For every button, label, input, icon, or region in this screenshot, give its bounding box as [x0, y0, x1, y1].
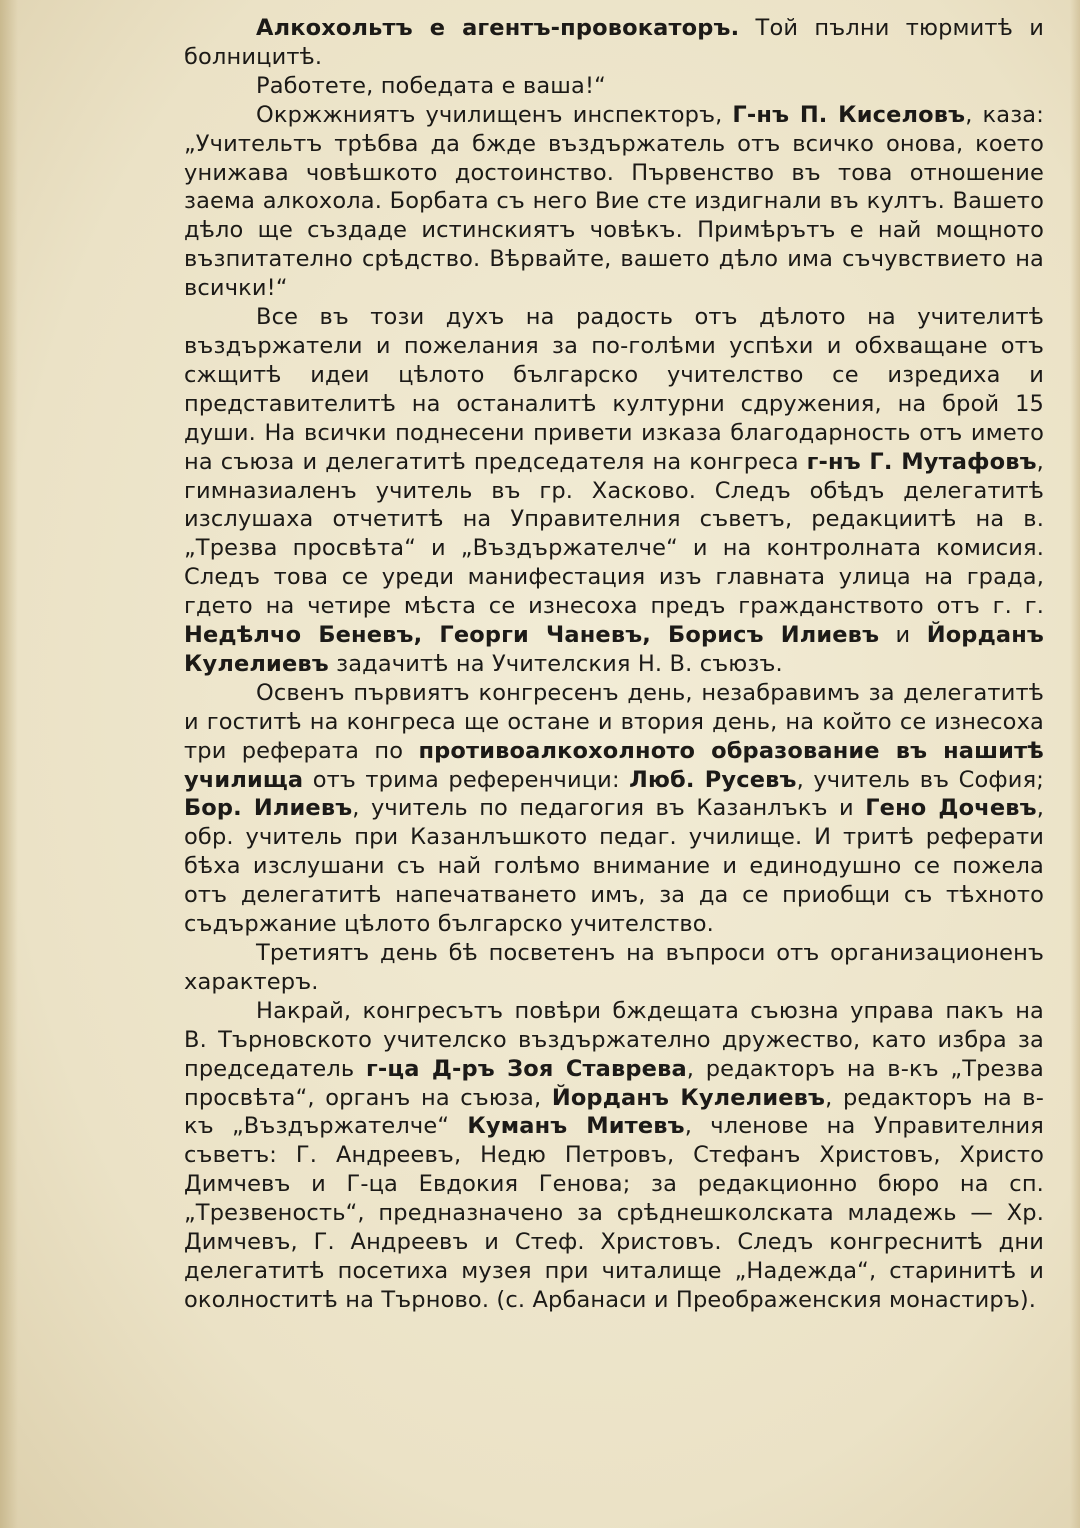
text-run: Третиятъ день бѣ посветенъ на въпроси отъ организационенъ характеръ.	[184, 940, 1044, 995]
paragraph-5	[184, 679, 1044, 939]
text-run: , редакторъ на в-къ „Въздържателче“	[184, 1084, 1044, 1140]
text-run: , редакторъ на в-къ „Трезва просвѣта“, органъ на съюза,	[184, 1055, 1044, 1111]
bold-run: противоалкохолното образование въ нашитѣ училища	[184, 737, 1044, 793]
text-run: , учитель въ София;	[796, 766, 1044, 793]
text-run: , членове на Управителния съветъ: Г. Андреевъ, Недю Петровъ, Стефанъ Христовъ, Христо Димчевъ и Г-ца Евдокия Генова; за редакционно бюро на сп. „Трезвеность“, предназначено за срѣднешколската младежь — Хр. Димчевъ, Г. Андреевъ и Стеф. Христовъ. Следъ конгреснитѣ дни делегатитѣ посетиха музея при читалище „Надежда“, старинитѣ и околноститѣ на Търново. (с. Арбанаси и Преображенския монастиръ).	[184, 1113, 1044, 1313]
paragraph-1	[184, 14, 1044, 72]
bold-run: Гено Дочевъ	[865, 795, 1037, 822]
bold-run: Йорданъ Кулелиевъ	[184, 622, 1044, 677]
article-body	[184, 14, 1044, 1315]
text-run: , обр. учитель при Казанлъшкото педаг. училище. И тритѣ реферати бѣха изслушани съ най голѣмо внимание и единодушно се пожела отъ делегатитѣ напечатването имъ, за да се приобщи съ тѣхното съдържание цѣлото българско учителство.	[184, 795, 1044, 938]
text-run: Окржжниятъ училищенъ инспекторъ,	[256, 101, 733, 128]
text-run: Накрай, конгресътъ повѣри бждещата съюзна управа пакъ на В. Търновското учителско въздържателно дружество, като избра за председатель	[184, 997, 1044, 1082]
text-run: отъ трима референчици:	[303, 766, 630, 793]
bold-run: Йорданъ Кулелиевъ	[551, 1084, 826, 1111]
text-run: Все въ този духъ на радость отъ дѣлото на учителитѣ въздържатели и пожелания за по-голѣми успѣхи и обхващане отъ сжщитѣ идеи цѣлото българско учителство се изредиха и представителитѣ на останалитѣ културни сдружения, на брой 15 души. На всички поднесени привети изказа благодарность отъ името на съюза и делегатитѣ председателя на конгреса	[184, 304, 1044, 475]
text-run: , каза: „Учительтъ трѣбва да бжде въздържатель отъ всичко онова, което унижава човѣшкото достоинство. Първенство въ това отношение заема алкохола. Борбата съ него Вие сте издигнали въ култъ. Вашето дѣло ще създаде истинскиятъ човѣкъ. Примѣрътъ е най мощното възпитателно срѣдство. Вѣрвайте, вашето дѣло има съчувствието на всички!“	[184, 101, 1044, 302]
paragraph-3	[184, 101, 1044, 303]
bold-run: г-нъ Г. Мутафовъ	[806, 448, 1037, 475]
bold-run: Алкохольтъ е агентъ-провокаторъ.	[256, 15, 740, 41]
paragraph-2	[184, 72, 1044, 101]
bold-run: Куманъ Митевъ	[467, 1113, 685, 1140]
text-run: Той пълни тюрмитѣ и болницитѣ.	[184, 15, 1045, 70]
paragraph-4	[184, 303, 1044, 679]
paragraph-7	[184, 997, 1044, 1315]
bold-run: Бор. Илиевъ	[184, 795, 353, 822]
text-run: и	[879, 622, 927, 649]
text-run: , гимназиаленъ учитель въ гр. Хасково. Следъ обѣдъ делегатитѣ изслушаха отчетитѣ на Управителния съветъ, редакциитѣ на в. „Трезва просвѣта“ и „Въздържателче“ и на контролната комисия. Следъ това се уреди манифестация изъ главната улица на града, гдето на четире мѣста се изнесоха предъ гражданството отъ г. г.	[184, 448, 1044, 620]
bold-run: Люб. Русевъ	[629, 766, 797, 793]
bold-run: г-ца Д-ръ Зоя Ставрева	[365, 1055, 687, 1082]
bold-run: Недѣлчо Беневъ, Георги Чаневъ, Борисъ Илиевъ	[184, 622, 880, 649]
bold-run: Г-нъ П. Киселовъ	[732, 101, 966, 128]
text-run: Освенъ първиятъ конгресенъ день, незабравимъ за делегатитѣ и гоститѣ на конгреса ще остане и втория день, на който се изнесоха три реферата по	[184, 679, 1044, 764]
text-run: Работете, победата е ваша!“	[256, 72, 606, 99]
paragraph-6	[184, 939, 1044, 997]
text-run: задачитѣ на Учителския Н. В. съюзъ.	[328, 650, 783, 677]
text-run: , учитель по педагогия въ Казанлъкъ и	[352, 795, 866, 822]
